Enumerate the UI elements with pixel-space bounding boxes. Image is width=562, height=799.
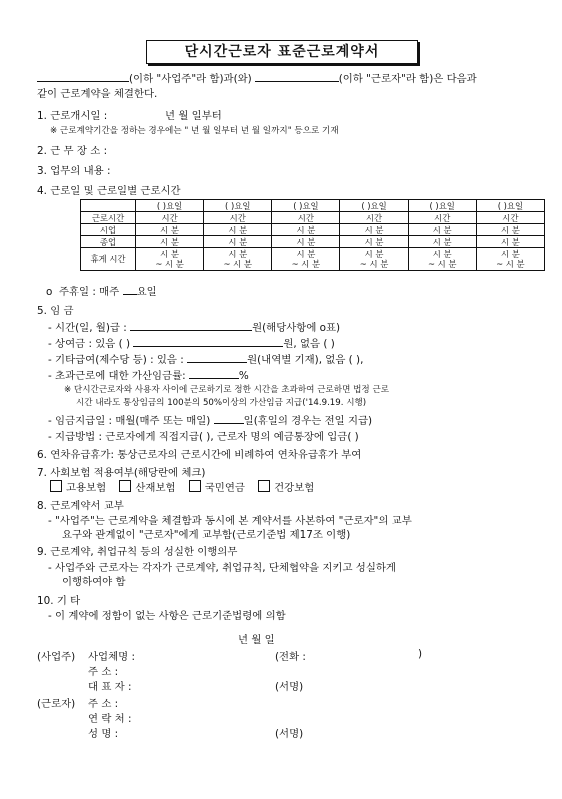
overtime-note-1: ※ 단시간근로자와 사용자 사이에 근로하기로 정한 시간을 초과하여 근로하면 법정 근로 — [64, 385, 390, 395]
table-cell[interactable] — [272, 248, 340, 271]
contract-delivery-label: 8. 근로계약서 교부 — [37, 500, 124, 512]
wage-item-overtime — [48, 367, 249, 382]
employer-signature[interactable]: (서명) — [275, 681, 304, 693]
payment-method: - 지급방법 : 근로자에게 직접지급( ), 근로자 명의 예금통장에 입금( ) — [48, 431, 359, 443]
worker-signature[interactable]: (서명) — [275, 728, 304, 740]
day-header-2[interactable]: ( )요일 — [204, 200, 272, 212]
break-start: 시 분 — [228, 249, 248, 259]
break-end: ~ 시 분 — [155, 259, 184, 269]
wage-item-hourly — [48, 319, 340, 334]
signing-date[interactable]: 년 월 일 — [238, 634, 275, 646]
holiday-suffix: 요일 — [136, 286, 157, 298]
table-cell[interactable]: 시 분 — [340, 224, 408, 236]
table-cell[interactable] — [476, 248, 544, 271]
checkbox-pension[interactable] — [189, 482, 245, 494]
wage-item-suffix: 원(해당사항에 o표) — [252, 322, 341, 334]
other-pay-blank[interactable] — [187, 351, 247, 363]
weekly-holiday-line — [46, 283, 157, 298]
social-insurance-label: 7. 사회보험 적용여부(해당란에 체크) — [37, 467, 206, 479]
break-end: ~ 시 분 — [291, 259, 321, 269]
wage-item-other — [48, 351, 363, 366]
table-cell[interactable] — [204, 248, 272, 271]
row-label-break: 휴게 시간 — [81, 248, 136, 271]
bullet-icon: o — [46, 286, 53, 298]
document-title: 단시간근로자 표준근로계약서 — [146, 40, 418, 64]
etc-line: - 이 계약에 정함이 없는 사항은 근로기준법령에 의함 — [48, 610, 286, 622]
row-label-start: 시업 — [81, 224, 136, 236]
overtime-rate-blank[interactable] — [189, 367, 239, 379]
day-header-1[interactable]: ( )요일 — [136, 200, 204, 212]
table-cell[interactable] — [340, 248, 408, 271]
checkbox-icon — [258, 480, 270, 492]
checkbox-icon — [50, 480, 62, 492]
payday-blank[interactable] — [214, 412, 244, 424]
intro-line-1 — [37, 70, 477, 85]
start-date-label: 1. 근로개시일 : — [37, 110, 108, 122]
start-date-note: ※ 근로계약기간을 정하는 경우에는 " 년 월 일부터 년 월 일까지" 등으로 기재 — [50, 126, 339, 136]
workplace-label: 2. 근 무 장 소 : — [37, 145, 108, 157]
wage-item-suffix: 원(내역별 기재), 없음 ( ), — [247, 354, 364, 366]
wage-item-label: - 기타급여(제수당 등) : 있음 : — [48, 354, 184, 366]
table-row — [81, 212, 545, 224]
phone-label: (전화 : — [275, 651, 306, 663]
day-header-3[interactable]: ( )요일 — [272, 200, 340, 212]
table-cell[interactable]: 시 분 — [476, 236, 544, 248]
table-cell[interactable]: 시 분 — [476, 224, 544, 236]
break-start: 시 분 — [364, 249, 384, 259]
table-row — [81, 248, 545, 271]
start-date-value[interactable]: 년 월 일부터 — [165, 110, 222, 122]
table-cell[interactable]: 시 분 — [136, 224, 204, 236]
wage-item-suffix: 원, 없음 ( ) — [283, 338, 335, 350]
wage-item-label: - 시간(일, 월)급 : — [48, 322, 127, 334]
break-start: 시 분 — [160, 249, 179, 259]
table-cell[interactable]: 시간 — [408, 212, 476, 224]
checkbox-icon — [189, 480, 201, 492]
table-cell[interactable]: 시 분 — [408, 224, 476, 236]
duty-line-1: - 사업주와 근로자는 각자가 근로계약, 취업규칙, 단체협약을 지키고 성실하게 — [48, 562, 396, 574]
representative-label: 대 표 자 : — [88, 681, 132, 693]
break-end: ~ 시 분 — [427, 259, 457, 269]
checkbox-icon — [119, 480, 131, 492]
day-header-4[interactable]: ( )요일 — [340, 200, 408, 212]
worker-contact-label: 연 락 처 : — [88, 713, 132, 725]
break-end: ~ 시 분 — [359, 259, 389, 269]
table-cell[interactable] — [136, 248, 204, 271]
table-cell[interactable]: 시간 — [340, 212, 408, 224]
table-cell[interactable]: 시 분 — [272, 224, 340, 236]
checkbox-industrial[interactable] — [119, 482, 175, 494]
duty-line-2: 이행하여야 함 — [62, 576, 126, 588]
table-row — [81, 236, 545, 248]
bonus-blank[interactable] — [133, 335, 283, 347]
worker-tag: (근로자) — [37, 698, 76, 710]
hourly-wage-blank[interactable] — [130, 319, 252, 331]
duty-label: 9. 근로계약, 취업규칙 등의 성실한 이행의무 — [37, 546, 238, 558]
employer-tag: (사업주) — [37, 651, 76, 663]
table-cell[interactable]: 시 분 — [204, 224, 272, 236]
wage-item-label: - 초과근로에 대한 가산임금률: — [48, 370, 186, 382]
annual-leave-label: 6. 연차유급휴가: 통상근로자의 근로시간에 비례하여 연차유급휴가 부여 — [37, 449, 362, 461]
table-cell[interactable]: 시간 — [476, 212, 544, 224]
table-cell[interactable]: 시 분 — [136, 236, 204, 248]
holiday-label: 주휴일 : 매주 — [58, 286, 120, 298]
table-row — [81, 224, 545, 236]
row-label-hours: 근로시간 — [81, 212, 136, 224]
break-start: 시 분 — [296, 249, 316, 259]
table-row — [81, 200, 545, 212]
day-header-5[interactable]: ( )요일 — [408, 200, 476, 212]
table-cell[interactable]: 시 분 — [272, 236, 340, 248]
checkbox-label: 건강보험 — [274, 482, 315, 494]
checkbox-health[interactable] — [258, 482, 314, 494]
intro-line-2: 같이 근로계약을 체결한다. — [37, 88, 158, 100]
checkbox-label: 산재보험 — [135, 482, 176, 494]
workdays-label: 4. 근로일 및 근로일별 근로시간 — [37, 185, 181, 197]
employer-name-blank[interactable] — [37, 70, 129, 82]
day-header-6[interactable]: ( )요일 — [476, 200, 544, 212]
intro-text-b: (이하 "근로자"라 함)은 다음과 — [338, 73, 477, 85]
break-end: ~ 시 분 — [223, 259, 252, 269]
row-label-end: 종업 — [81, 236, 136, 248]
insurance-options — [50, 479, 314, 494]
table-cell[interactable]: 시 분 — [340, 236, 408, 248]
etc-label: 10. 기 타 — [37, 595, 81, 607]
worker-address-label: 주 소 : — [88, 698, 119, 710]
worker-name-blank[interactable] — [255, 70, 339, 82]
payday-line — [48, 412, 372, 427]
table-cell[interactable]: 시 분 — [204, 236, 272, 248]
wage-item-label: - 상여금 : 있음 ( ) — [48, 338, 131, 350]
wage-item-suffix: % — [238, 370, 249, 382]
contract-delivery-line-2: 요구와 관계없이 "근로자"에게 교부함(근로기준법 제17조 이행) — [62, 529, 351, 541]
table-cell[interactable]: 시간 — [136, 212, 204, 224]
checkbox-label: 국민연금 — [204, 482, 245, 494]
break-start: 시 분 — [432, 249, 452, 259]
job-description-label: 3. 업무의 내용 : — [37, 165, 111, 177]
intro-text-a: (이하 "사업주"라 함)과(와) — [129, 73, 252, 85]
table-cell[interactable]: 시간 — [204, 212, 272, 224]
payday-label: - 임금지급일 : 매월(매주 또는 매일) — [48, 415, 211, 427]
wage-label: 5. 임 금 — [37, 305, 74, 317]
checkbox-label: 고용보험 — [66, 482, 107, 494]
break-end: ~ 시 분 — [496, 259, 525, 269]
table-cell[interactable] — [408, 248, 476, 271]
table-cell[interactable]: 시간 — [272, 212, 340, 224]
wage-item-bonus — [48, 335, 335, 350]
table-corner — [81, 200, 136, 212]
contract-delivery-line-1: - "사업주"는 근로계약을 체결함과 동시에 본 계약서를 사본하여 "근로자"의 교부 — [48, 515, 412, 527]
employer-address-label: 주 소 : — [88, 666, 119, 678]
overtime-note-2: 시간 내라도 통상임금의 100분의 50%이상의 가산임금 지급('14.9.19. 시행) — [76, 398, 367, 408]
worker-name-label: 성 명 : — [88, 728, 119, 740]
checkbox-employment[interactable] — [50, 482, 106, 494]
phone-close: ) — [418, 648, 423, 660]
break-start: 시 분 — [500, 249, 520, 259]
payday-suffix: 일(휴일의 경우는 전일 지급) — [243, 415, 373, 427]
holiday-day-blank[interactable] — [123, 283, 137, 295]
table-cell[interactable]: 시 분 — [408, 236, 476, 248]
business-name-label: 사업체명 : — [88, 651, 135, 663]
working-hours-table — [80, 199, 545, 271]
